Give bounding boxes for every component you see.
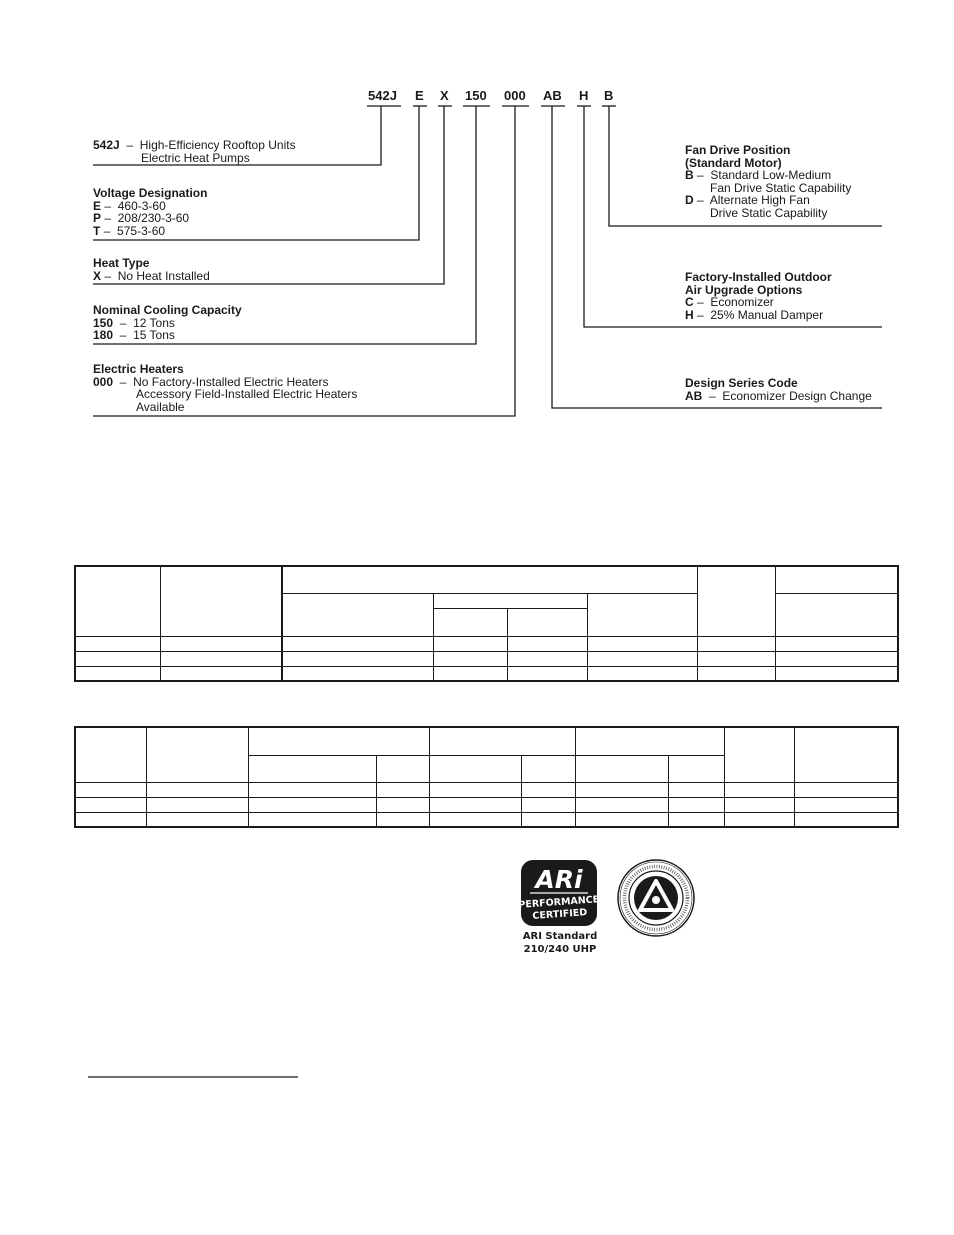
voltage-desc-p: 208/230-3-60 bbox=[117, 211, 190, 225]
air-code-h: H bbox=[685, 307, 694, 322]
code-fan: B bbox=[604, 88, 614, 103]
cooling-dash-180: – bbox=[119, 328, 127, 342]
table-cell bbox=[433, 608, 508, 636]
table-cell bbox=[669, 812, 725, 827]
voltage-dash-e: – bbox=[104, 198, 112, 213]
heaters-line2: Accessory Field-Installed Electric Heaters bbox=[136, 387, 358, 401]
heat-title: Heat Type bbox=[93, 256, 150, 270]
air-dash-c: – bbox=[697, 295, 704, 309]
table-cell bbox=[724, 812, 794, 827]
air-desc-c: Economizer bbox=[710, 295, 774, 309]
table-cell bbox=[724, 797, 794, 812]
design-block bbox=[685, 377, 872, 402]
table-cell bbox=[588, 636, 698, 651]
table-cell bbox=[249, 727, 430, 755]
table-cell bbox=[669, 755, 725, 782]
table-cell bbox=[697, 651, 775, 666]
table-cell bbox=[508, 666, 588, 681]
table-cell bbox=[794, 797, 898, 812]
table-cell bbox=[147, 727, 249, 782]
design-code: AB bbox=[685, 388, 703, 403]
cooling-code-180: 180 bbox=[93, 328, 114, 342]
code-air: H bbox=[579, 88, 589, 103]
trademark-mark: ™ bbox=[589, 917, 596, 925]
series-block bbox=[93, 139, 296, 164]
fan-b-line2: Fan Drive Static Capability bbox=[710, 180, 852, 195]
table-row bbox=[75, 636, 898, 651]
table-cell bbox=[75, 566, 161, 636]
series-code: 542J bbox=[93, 138, 120, 152]
table-cell bbox=[669, 797, 725, 812]
table-cell bbox=[429, 812, 522, 827]
series-line2: Electric Heat Pumps bbox=[141, 150, 250, 165]
air-code-c: C bbox=[685, 295, 694, 309]
air-block bbox=[685, 271, 832, 321]
fan-block bbox=[685, 144, 851, 219]
table-cell bbox=[576, 727, 725, 755]
table-row bbox=[75, 566, 898, 593]
fan-d-line1: Alternate High Fan bbox=[709, 193, 810, 207]
cooling-dash-150: – bbox=[119, 315, 127, 330]
table-cell bbox=[794, 812, 898, 827]
code-cooling: 150 bbox=[465, 88, 487, 103]
table-cell bbox=[508, 608, 588, 636]
table-cell bbox=[775, 636, 898, 651]
table-cell bbox=[588, 593, 698, 636]
table-cell bbox=[588, 666, 698, 681]
table-cell bbox=[147, 797, 249, 812]
table-cell bbox=[282, 636, 433, 651]
table-cell bbox=[282, 566, 697, 593]
table-cell bbox=[669, 782, 725, 797]
table-1 bbox=[74, 565, 899, 682]
voltage-desc-e: 460-3-60 bbox=[117, 198, 166, 213]
table-cell bbox=[429, 797, 522, 812]
table-cell bbox=[376, 797, 429, 812]
fan-code-b: B bbox=[685, 168, 694, 182]
table-cell bbox=[508, 636, 588, 651]
table-cell bbox=[697, 566, 775, 636]
table-cell bbox=[522, 797, 576, 812]
table-cell bbox=[429, 782, 522, 797]
fan-d-line2: Drive Static Capability bbox=[710, 205, 828, 220]
series-line1: High-Efficiency Rooftop Units bbox=[139, 138, 296, 152]
code-voltage: E bbox=[415, 88, 424, 103]
table-cell bbox=[161, 566, 283, 636]
code-542j: 542J bbox=[368, 88, 397, 103]
cooling-desc-180: 15 Tons bbox=[133, 328, 175, 342]
design-title: Design Series Code bbox=[685, 376, 798, 390]
table-cell bbox=[522, 755, 576, 782]
table-cell bbox=[249, 812, 377, 827]
series-dash: – bbox=[126, 138, 134, 152]
voltage-desc-t: 575-3-60 bbox=[117, 223, 166, 238]
table-cell bbox=[576, 782, 669, 797]
table-cell bbox=[75, 797, 147, 812]
table-cell bbox=[522, 812, 576, 827]
table-cell bbox=[75, 636, 161, 651]
table-cell bbox=[75, 812, 147, 827]
table-cell bbox=[161, 666, 283, 681]
voltage-dash-t: – bbox=[103, 223, 111, 238]
table-cell bbox=[147, 782, 249, 797]
table-cell bbox=[376, 812, 429, 827]
heaters-title: Electric Heaters bbox=[93, 362, 184, 376]
table-cell bbox=[376, 755, 429, 782]
table-cell bbox=[282, 666, 433, 681]
voltage-title: Voltage Designation bbox=[93, 186, 208, 200]
table-cell bbox=[697, 666, 775, 681]
design-desc: Economizer Design Change bbox=[722, 388, 872, 403]
cooling-code-150: 150 bbox=[93, 315, 114, 330]
table-cell bbox=[775, 651, 898, 666]
heat-block bbox=[93, 257, 210, 282]
fan-dash-d: – bbox=[697, 193, 704, 207]
voltage-code-p: P bbox=[93, 211, 102, 225]
table-cell bbox=[697, 636, 775, 651]
air-dash-h: – bbox=[697, 307, 704, 322]
air-title1: Factory-Installed Outdoor bbox=[685, 270, 832, 284]
table-cell bbox=[433, 666, 508, 681]
fan-code-d: D bbox=[685, 193, 694, 207]
table-cell bbox=[508, 651, 588, 666]
table-cell bbox=[576, 755, 669, 782]
table-cell bbox=[75, 727, 147, 782]
ari-caption-line2: 210/240 UHP bbox=[523, 944, 597, 955]
table-cell bbox=[724, 727, 794, 782]
cooling-title: Nominal Cooling Capacity bbox=[93, 303, 242, 317]
ari-certified-text: CERTIFIED bbox=[532, 907, 588, 922]
code-design: AB bbox=[543, 88, 562, 103]
heaters-block bbox=[93, 363, 357, 413]
heaters-dash: – bbox=[119, 374, 127, 389]
heaters-code: 000 bbox=[93, 374, 114, 389]
table-cell bbox=[724, 782, 794, 797]
table-cell bbox=[576, 812, 669, 827]
table-cell bbox=[249, 782, 377, 797]
table-cell bbox=[161, 636, 283, 651]
voltage-block bbox=[93, 187, 207, 237]
table-cell bbox=[433, 651, 508, 666]
table-row bbox=[75, 782, 898, 797]
table-cell bbox=[282, 651, 433, 666]
table-cell bbox=[794, 727, 898, 782]
table-cell bbox=[794, 782, 898, 797]
table-cell bbox=[588, 651, 698, 666]
table-cell bbox=[147, 812, 249, 827]
voltage-code-t: T bbox=[93, 223, 101, 238]
table-cell bbox=[433, 636, 508, 651]
fan-dash-b: – bbox=[697, 168, 704, 182]
table-cell bbox=[75, 651, 161, 666]
table-cell bbox=[576, 797, 669, 812]
ari-certified-logo bbox=[518, 858, 600, 930]
table-cell bbox=[75, 782, 147, 797]
table-cell bbox=[161, 651, 283, 666]
voltage-code-e: E bbox=[93, 198, 102, 213]
ari-performance-text: PERFORMANCE bbox=[518, 894, 600, 911]
table-cell bbox=[775, 666, 898, 681]
heat-code: X bbox=[93, 268, 102, 283]
certification-seal-icon bbox=[615, 857, 697, 939]
code-heaters: 000 bbox=[504, 88, 526, 103]
ari-standard-caption bbox=[508, 930, 612, 956]
fan-title2: (Standard Motor) bbox=[685, 155, 782, 170]
table-cell bbox=[775, 593, 898, 636]
ari-caption-line1: ARI Standard bbox=[522, 931, 598, 942]
table-row bbox=[75, 797, 898, 812]
heat-desc: No Heat Installed bbox=[117, 268, 210, 283]
table-cell bbox=[433, 593, 588, 608]
table-cell bbox=[429, 755, 522, 782]
table-row bbox=[75, 651, 898, 666]
table-2 bbox=[74, 726, 899, 828]
cooling-block bbox=[93, 304, 242, 342]
heaters-line3: Available bbox=[136, 399, 185, 414]
table-cell bbox=[75, 666, 161, 681]
table-cell bbox=[249, 755, 377, 782]
heaters-line1: No Factory-Installed Electric Heaters bbox=[133, 374, 329, 389]
table-row bbox=[75, 666, 898, 681]
fan-title1: Fan Drive Position bbox=[685, 143, 791, 157]
table-cell bbox=[429, 727, 576, 755]
table-row bbox=[75, 727, 898, 755]
voltage-dash-p: – bbox=[104, 211, 112, 225]
table-row bbox=[75, 812, 898, 827]
air-desc-h: 25% Manual Damper bbox=[710, 307, 824, 322]
fan-b-line1: Standard Low-Medium bbox=[710, 168, 832, 182]
ari-logo-text: ARi bbox=[535, 865, 583, 894]
code-heat: X bbox=[440, 88, 449, 103]
table-cell bbox=[522, 782, 576, 797]
design-dash: – bbox=[709, 388, 716, 403]
cooling-desc-150: 12 Tons bbox=[133, 315, 175, 330]
air-title2: Air Upgrade Options bbox=[685, 282, 803, 297]
table-cell bbox=[282, 593, 433, 636]
table-cell bbox=[249, 797, 377, 812]
table-cell bbox=[376, 782, 429, 797]
heat-dash: – bbox=[104, 268, 112, 283]
